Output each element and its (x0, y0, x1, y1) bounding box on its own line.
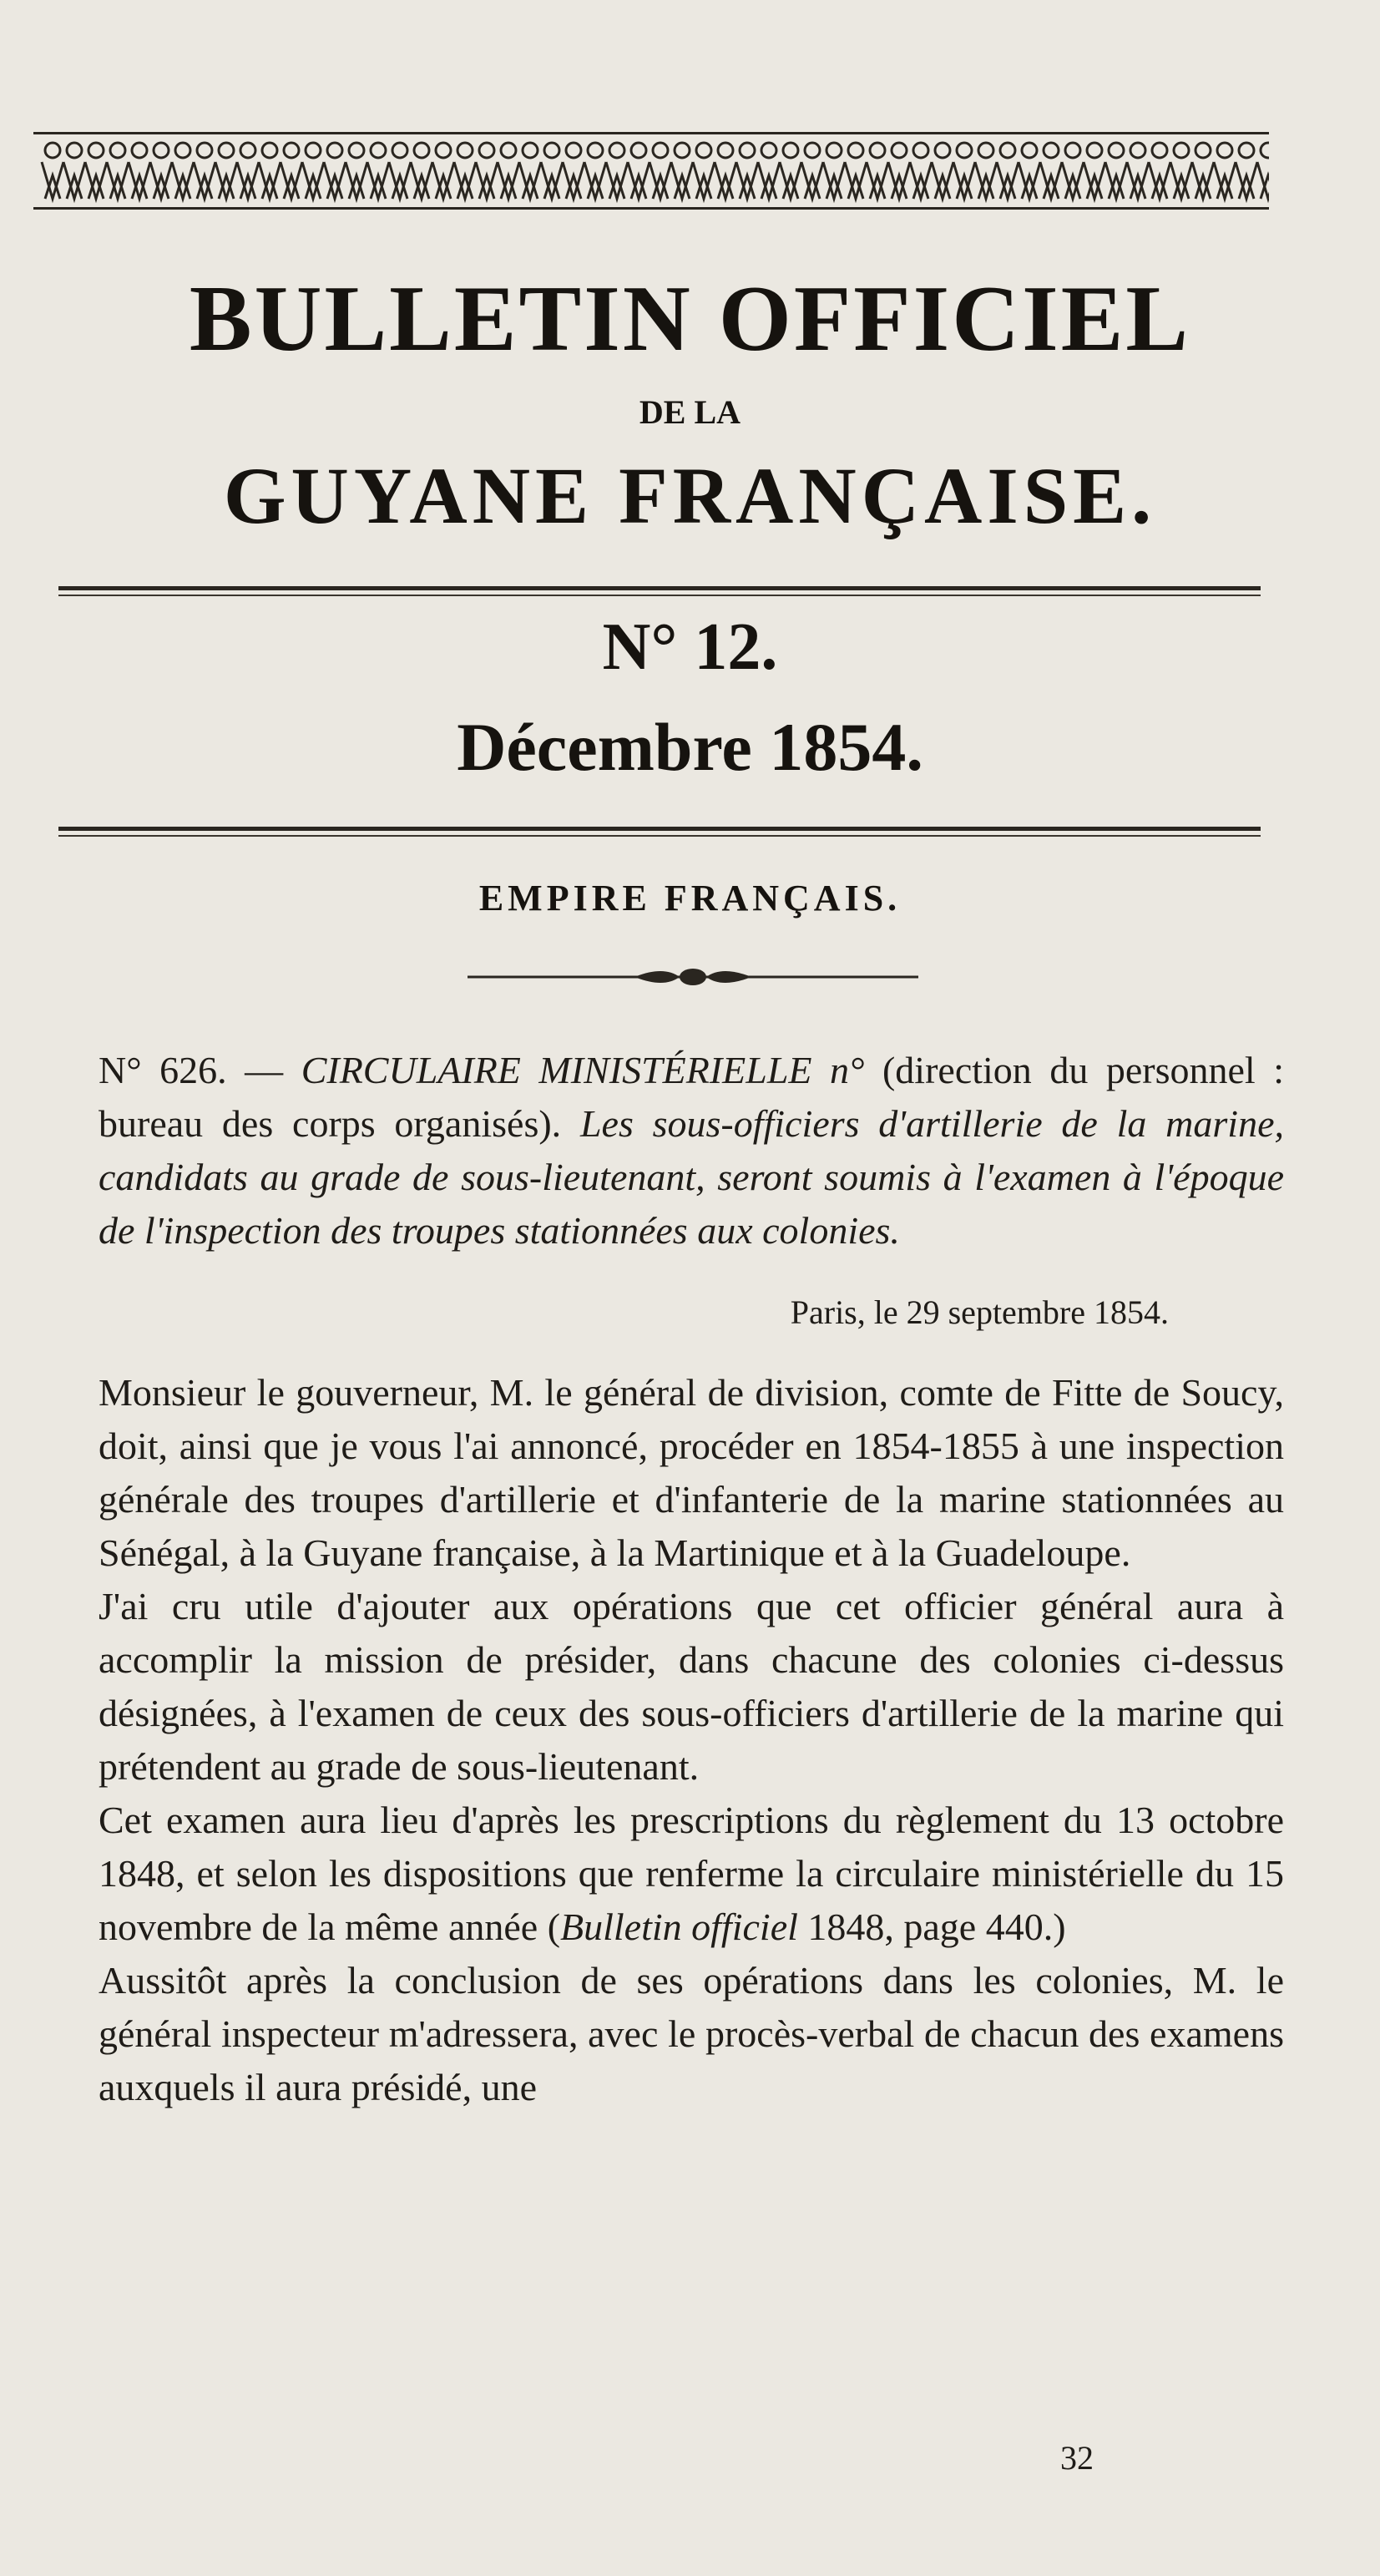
header-rule (58, 586, 1261, 590)
fleuron-divider-icon (468, 962, 918, 992)
paragraph-text: Cet examen aura lieu d'après les prescriptions du règlement du 13 octobre 1848, et selon les dispositions que renferme la circulaire ministérielle du 15 novembre de la même année ( (99, 1799, 1284, 1948)
header-rule-thin (58, 595, 1261, 596)
paragraph: J'ai cru utile d'ajouter aux opérations que cet officier général aura à accomplir la mission de présider, dans chacune des colonies ci-dessus désignées, à l'examen de ceux des sous-officiers d'artillerie de la marine qui prétendent au grade de sous-lieutenant. (99, 1585, 1284, 1788)
reference-detail: 1848, page 440.) (797, 1905, 1066, 1948)
bulletin-reference: Bulletin officiel (560, 1905, 798, 1948)
ornamental-border-icon (33, 125, 1269, 217)
issue-number: N° 12. (602, 610, 778, 684)
article-body (99, 1366, 1284, 2114)
direction-note: (direction du personnel : bureau des corps organisés). (99, 1049, 1284, 1145)
bulletin-title: BULLETIN OFFICIEL (189, 267, 1191, 371)
article-number: N° 626. — (99, 1049, 301, 1091)
title-connector: DE LA (639, 393, 741, 431)
circular-title: CIRCULAIRE MINISTÉRIELLE n° (301, 1049, 865, 1091)
article-heading (99, 1044, 1284, 1258)
issue-date: Décembre 1854. (457, 709, 923, 785)
page-number: 32 (1060, 2439, 1094, 2477)
paragraph: Aussitôt après la conclusion de ses opérations dans les colonies, M. le général inspecteur m'adressera, avec le procès-verbal de chacun des examens auxquels il aura présidé, une (99, 1959, 1284, 2108)
date-rule-thin (58, 835, 1261, 837)
paragraph (99, 1794, 1284, 1954)
territory-title: GUYANE FRANÇAISE. (223, 451, 1157, 540)
date-rule (58, 827, 1261, 831)
empire-heading: EMPIRE FRANÇAIS. (478, 878, 902, 919)
letter-date: Paris, le 29 septembre 1854. (790, 1293, 1169, 1331)
article-summary: Les sous-officiers d'artillerie de la marine, candidats au grade de sous-lieutenant, seront soumis à l'examen à l'époque de l'inspection des troupes stationnées aux colonies. (99, 1102, 1284, 1252)
paragraph: Monsieur le gouverneur, M. le général de division, comte de Fitte de Soucy, doit, ainsi que je vous l'ai annoncé, procéder en 1854-1855 à une inspection générale des troupes d'artillerie et d'infanterie de la marine stationnées au Sénégal, à la Guyane française, à la Martinique et à la Guadeloupe. (99, 1371, 1284, 1574)
